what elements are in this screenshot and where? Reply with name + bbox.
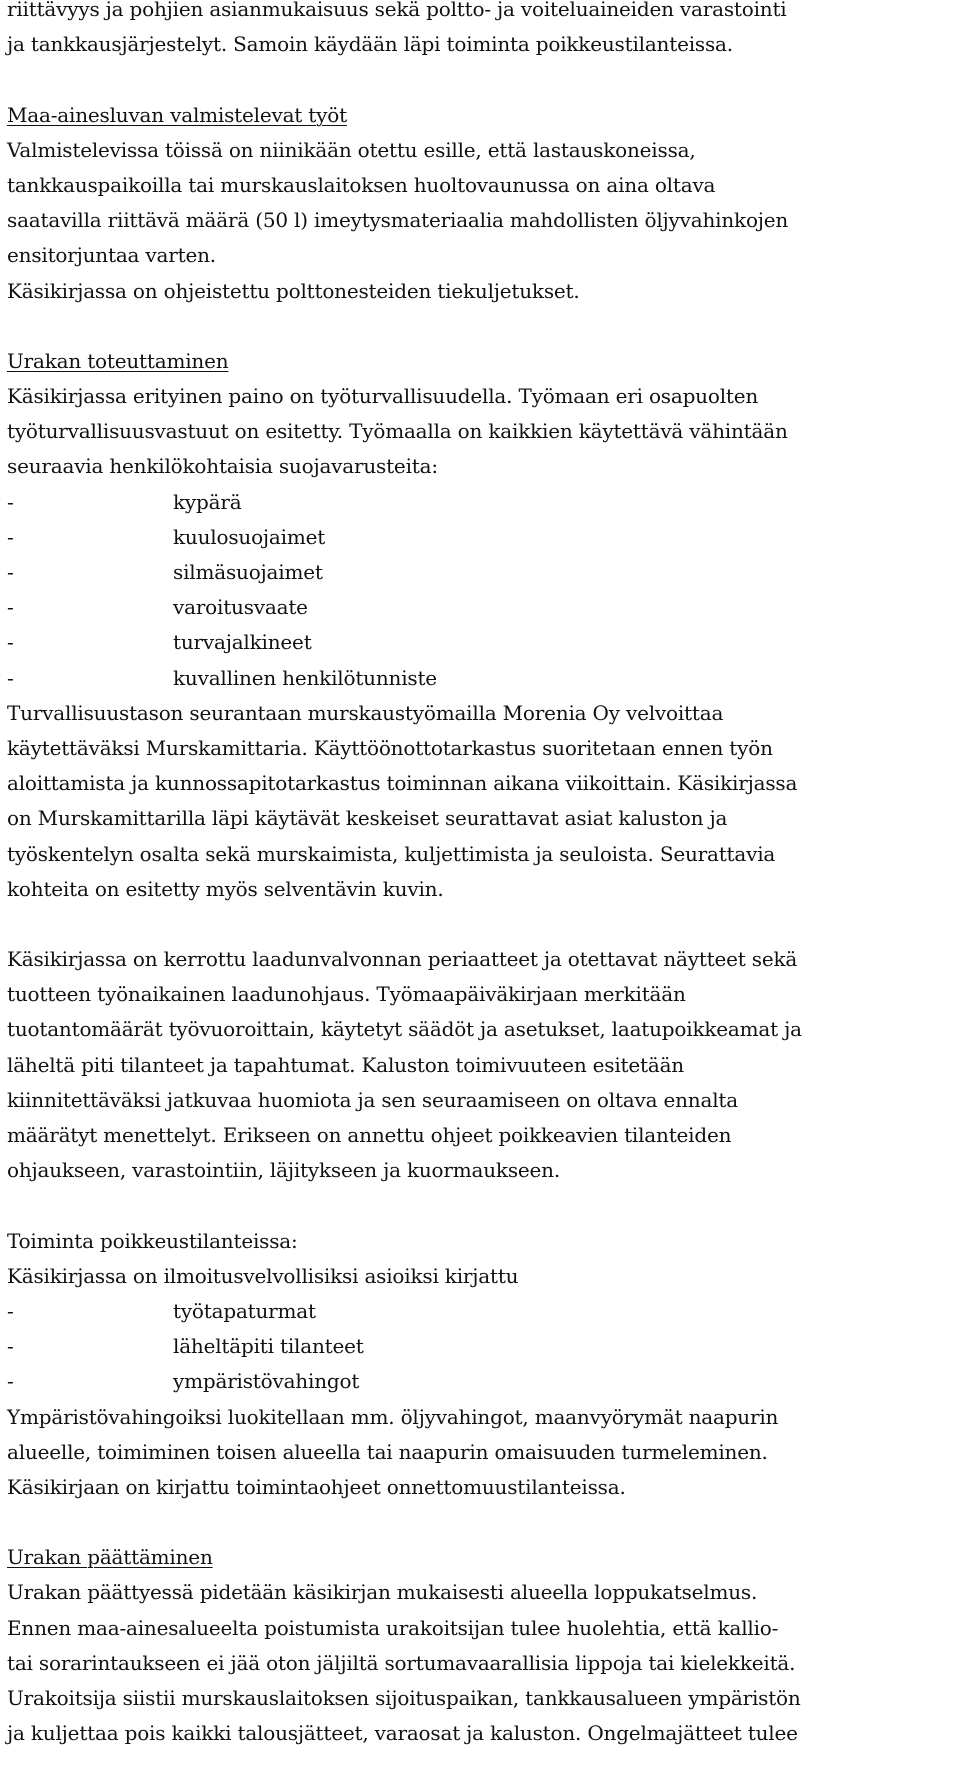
text-line: saatavilla riittävä määrä (50 l) imeytysmateriaalia mahdollisten öljyvahinkojen [7,208,789,233]
text-line: kohteita on esitetty myös selventävin kuvin. [7,876,444,901]
intro-paragraph [7,0,952,62]
text-line: Käsikirjaan on kirjattu toimintaohjeet onnettomuustilanteissa. [7,1474,626,1499]
text-line: työturvallisuusvastuut on esitetty. Työmaalla on kaikkien käytettävä vähintään [7,419,788,444]
list-item [7,520,952,555]
text-line: Käsikirjassa on ohjeistettu polttonesteiden tiekuljetukset. [7,278,580,303]
dash-marker: - [7,630,14,655]
list-item-label: turvajalkineet [173,630,312,655]
text-line: käytettäväksi Murskamittaria. Käyttöönottotarkastus suoritetaan ennen työn [7,735,773,760]
text-line: ja tankkausjärjestelyt. Samoin käydään läpi toiminta poikkeustilanteissa. [7,32,733,57]
dash-marker: - [7,1334,14,1359]
text-line: Urakoitsija siistii murskauslaitoksen sijoituspaikan, tankkausalueen ympäristön [7,1686,801,1710]
text-line: ja kuljettaa pois kaikki talousjätteet, varaosat ja kaluston. Ongelmajätteet tulee [7,1721,798,1746]
text-line: on Murskamittarilla läpi käytävät keskeiset seurattavat asiat kaluston ja [7,806,728,831]
list-item-label: varoitusvaate [173,595,308,620]
section-heading: Maa-ainesluvan valmistelevat työt [7,102,347,127]
text-line: Käsikirjassa on kerrottu laadunvalvonnan periaatteet ja otettavat näytteet sekä [7,947,798,972]
section-title: Toiminta poikkeustilanteissa: [7,1228,298,1253]
paragraph-gap [7,1505,952,1540]
list-item-label: ympäristövahingot [173,1369,360,1394]
protective-gear-list [7,485,952,696]
list-item [7,1294,952,1329]
text-line: läheltä piti tilanteet ja tapahtumat. Kaluston toimivuuteen esitetään [7,1052,684,1077]
section-poikkeus [7,1224,952,1506]
list-item [7,590,952,625]
list-item-label: läheltäpiti tilanteet [173,1334,364,1359]
text-line: tankkauspaikoilla tai murskauslaitoksen huoltovaunussa on aina oltava [7,172,716,197]
dash-marker: - [7,665,14,690]
text-line: ensitorjuntaa varten. [7,243,216,268]
text-line: Ympäristövahingoiksi luokitellaan mm. öljyvahingot, maanvyörymät naapurin [7,1404,779,1429]
text-line: työskentelyn osalta sekä murskaimista, kuljettimista ja seuloista. Seurattavia [7,841,776,866]
list-item [7,1329,952,1364]
paragraph-gap [7,1188,952,1223]
paragraph-laatu [7,942,952,1188]
text-line: Ennen maa-ainesalueelta poistumista urakoitsijan tulee huolehtia, että kallio- [7,1615,779,1640]
text-line: riittävyys ja pohjien asianmukaisuus sekä poltto- ja voiteluaineiden varastointi [7,0,787,21]
list-item [7,485,952,520]
section-heading: Urakan toteuttaminen [7,348,229,373]
dash-marker: - [7,560,14,584]
incident-list [7,1294,952,1400]
text-line: ohjaukseen, varastointiin, läjitykseen ja kuormaukseen. [7,1158,561,1183]
text-line: Valmistelevissa töissä on niinikään otettu esille, että lastauskoneissa, [7,137,696,162]
paragraph-gap [7,907,952,942]
dash-marker: - [7,595,14,620]
section-toteuttaminen [7,344,952,907]
text-line: aloittamista ja kunnossapitotarkastus toiminnan aikana viikoittain. Käsikirjassa [7,771,798,796]
text-line: tuotteen työnaikainen laadunohjaus. Työmaapäiväkirjaan merkitään [7,982,686,1007]
text-line: Käsikirjassa erityinen paino on työturvallisuudella. Työmaan eri osapuolten [7,384,759,409]
list-item [7,625,952,660]
text-line: Käsikirjassa on ilmoitusvelvollisiksi asioiksi kirjattu [7,1263,519,1288]
text-line: kiinnitettäväksi jatkuvaa huomiota ja sen seuraamiseen on oltava ennalta [7,1087,738,1112]
text-line: alueelle, toimiminen toisen alueella tai naapurin omaisuuden turmeleminen. [7,1439,768,1464]
list-item [7,661,952,696]
list-item [7,555,952,590]
text-line: tuotantomäärät työvuoroittain, käytetyt säädöt ja asetukset, laatupoikkeamat ja [7,1017,802,1042]
dash-marker: - [7,1369,14,1394]
text-line: seuraavia henkilökohtaisia suojavarusteita: [7,454,438,479]
paragraph-gap [7,309,952,344]
list-item-label: työtapaturmat [173,1298,316,1323]
list-item-label: kypärä [173,489,242,514]
dash-marker: - [7,524,14,549]
document-page [7,0,952,1751]
list-item [7,1364,952,1399]
section-valmistelevat [7,98,952,309]
section-heading: Urakan päättäminen [7,1545,213,1570]
dash-marker: - [7,489,14,514]
list-item-label: kuvallinen henkilötunniste [173,665,437,690]
list-item-label: kuulosuojaimet [173,524,326,549]
text-line: tai sorarintaukseen ei jää oton jäljiltä sortumavaarallisia lippoja tai kielekkeitä. [7,1650,796,1675]
text-line: Urakan päättyessä pidetään käsikirjan mukaisesti alueella loppukatselmus. [7,1580,758,1605]
text-line: määrätyt menettelyt. Erikseen on annettu ohjeet poikkeavien tilanteiden [7,1123,732,1147]
section-paattaminen [7,1540,952,1751]
text-line: Turvallisuustason seurantaan murskaustyömailla Morenia Oy velvoittaa [7,700,724,725]
dash-marker: - [7,1298,14,1323]
paragraph-gap [7,62,952,97]
list-item-label: silmäsuojaimet [173,560,323,584]
